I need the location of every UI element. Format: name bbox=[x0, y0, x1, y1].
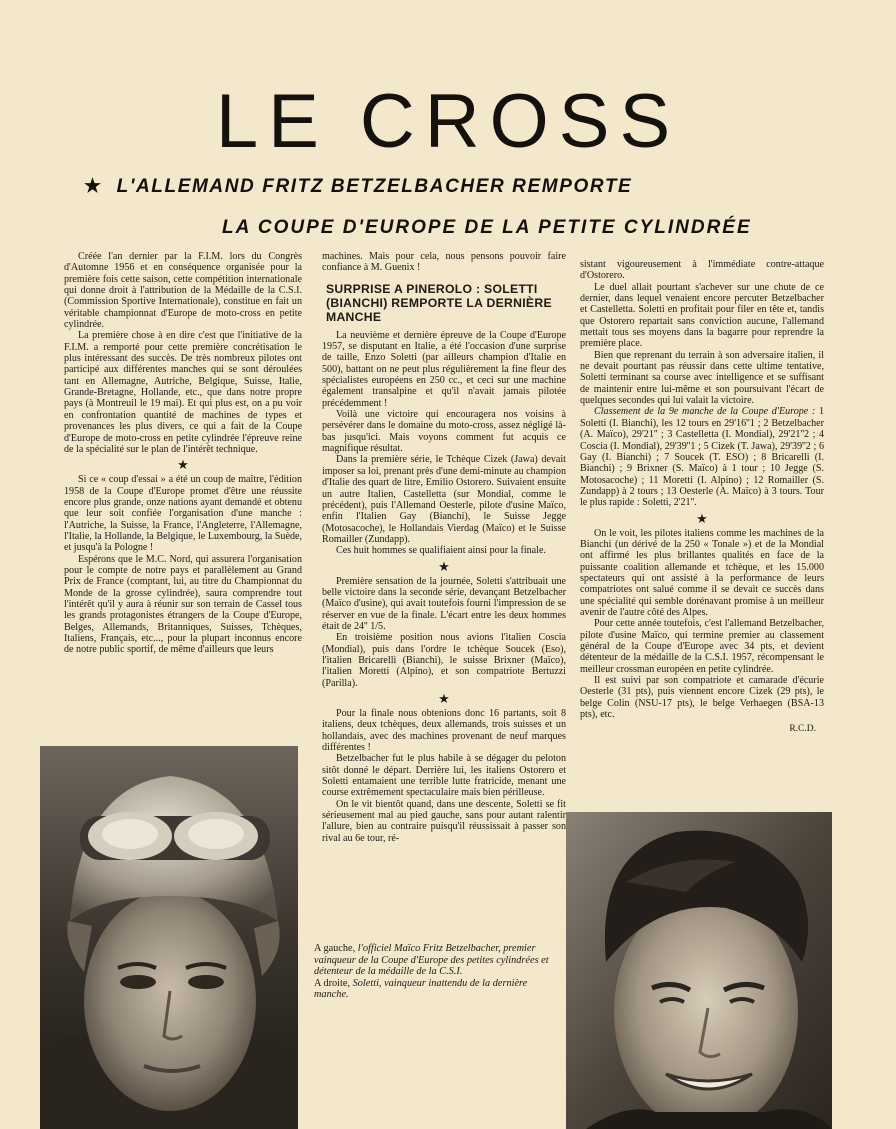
article-column-3 bbox=[580, 259, 824, 811]
portrait-image bbox=[566, 812, 832, 1129]
star-separator-icon: ★ bbox=[696, 510, 708, 526]
photo-soletti bbox=[566, 812, 832, 1129]
paragraph: En troisième position nous avions l'italien Coscia (Mondial), puis dans l'ordre le tchèque Soucek (Eso), l'italien Bricarelli (Bianchi), le suisse Brixner (Maïco), l'italien Moretti (Alpino), et son compatriote Bertuzzi (Parilla). bbox=[322, 632, 566, 689]
paragraph: Créée l'an dernier par la F.I.M. lors du Congrès d'Automne 1956 et en conséquence organisée pour la première fois cette saison, cette compétition internationale qui donne droit à l'attribution de la Médaille de la C.S.I. (Commission Sportive Internationale), constitue en fait un véritable championnat d'Europe de moto-cross en petite cylindrée. bbox=[64, 251, 302, 331]
star-separator-icon: ★ bbox=[438, 691, 450, 706]
paragraph: Première sensation de la journée, Soletti s'attribuait une belle victoire dans la seconde série, devançant Betzelbacher (Maïco d'usine), qui avait toutefois fourni l'impression de se réserver en vue de la finale. L'écart entre les deux hommes était de 24'' 1/5. bbox=[322, 575, 566, 632]
section-subhead: SURPRISE A PINEROLO : SOLETTI (BIANCHI) REMPORTE LA DERNIÈRE MANCHE bbox=[326, 281, 552, 324]
paragraph: Dans la première série, le Tchèque Cizek (Jawa) devait imposer sa loi, prenant près d'une demi-minute au champion d'Italie des quart de litre, Emilio Ostorero. Suivaient ensuite un autre Italien, Castelletta (sur Mondial, comme le précédent), puis l'Allemand Oesterle, pilote d'usine Maïco, enfin l'Italien Gay (Bianchi), le Suisse Jegge (Motosacoche), le Hollandais Vierdag (Maïco) et le Suisse Romailler (Zundapp). bbox=[322, 454, 566, 545]
caption-right-label: A droite, bbox=[314, 977, 351, 989]
results-label: Classement de la 9e manche de la Coupe d'Europe : bbox=[594, 406, 816, 418]
star-separator-icon: ★ bbox=[438, 558, 450, 574]
paragraph: Le duel allait pourtant s'achever sur une chute de ce dernier, dans lequel venaient encore percuter Betzelbacher et Castelletta. Soletti en profitait pour filer en tête et, tandis que Ostorero repartait sans conviction aucune, l'allemand mettait tous ses moyens dans la bagarre pour reprendre la première place. bbox=[580, 281, 824, 350]
paragraph: On le voit, les pilotes italiens comme les machines de la Bianchi (un dérivé de la 250 « Tonale ») et de la Mondial ont affirmé les plus brillantes qualités en face de la puissante coalition allemande et tchèque, et les 15.000 spectateurs qui ont assisté à la performance de leurs compatriotes ont salué comme il se devait ce succès dans une spécialité qui semble dorénavant promise à un meilleur avenir de l'autre côté des Alpes. bbox=[580, 527, 824, 618]
results-paragraph bbox=[580, 406, 824, 508]
star-icon: ★ bbox=[84, 176, 103, 197]
paragraph: Espérons que le M.C. Nord, qui assurera l'organisation pour le compte de notre pays et parallèlement au Grand Prix de France (comptant, lui, au titre du Championnat du Monde de la grosse cylindrée), saura comprendre tout l'intérêt qu'il y aura à réunir sur son terrain de Cassel tous les grands protagonistes étrangers de la Coupe d'Europe, Belges, Allemands, Britanniques, Suisses, Tchèques, Italiens, Français, etc..., pour la plupart inconnus encore de notre public sportif, de même d'ailleurs que leurs bbox=[64, 553, 302, 656]
subtitle-line-1 bbox=[84, 175, 632, 198]
photo-caption bbox=[314, 943, 564, 1001]
author-signature: R.C.D. bbox=[789, 724, 816, 735]
paragraph: machines. Mais pour cela, nous pensons pouvoir faire confiance à M. Guenix ! bbox=[322, 251, 566, 274]
article-column-2 bbox=[322, 251, 566, 916]
paragraph: Voilà une victoire qui encouragera nos voisins à persévérer dans le domaine du moto-cross, assez négligé là-bas jusqu'ici. Mais voyons comment fut acquis ce magnifique résultat. bbox=[322, 409, 566, 455]
caption-left-text: l'officiel Maïco Fritz Betzelbacher, premier vainqueur de la Coupe d'Europe des petites cylindrées et détenteur de la médaille de la C.S.I. bbox=[314, 943, 549, 978]
paragraph: Si ce « coup d'essai » a été un coup de maître, l'édition 1958 de la Coupe d'Europe promet d'être une réussite encore plus grande, onze nations ayant demandé et obtenu que leur soit confiée l'organisation d'une manche : l'Autriche, la Suisse, la France, l'Angleterre, l'Allemagne, l'Italie, la Hollande, la Belgique, le Luxembourg, la Suède, et jusqu'à la Pologne ! bbox=[64, 474, 302, 554]
paragraph: Betzelbacher fut le plus habile à se dégager du peloton sitôt donné le départ. Derrière lui, les italiens Ostorero et Soletti entamaient une terrible lutte fratricide, menant une course extrêmement spectaculaire mais bien périlleuse. bbox=[322, 753, 566, 799]
paragraph: sistant vigoureusement à l'immédiate contre-attaque d'Ostorero. bbox=[580, 259, 824, 282]
subtitle-line-1-text: L'ALLEMAND FRITZ BETZELBACHER REMPORTE bbox=[116, 176, 633, 197]
paragraph: La neuvième et dernière épreuve de la Coupe d'Europe 1957, se disputant en Italie, a été l'occasion d'une surprise de taille, Enzo Soletti (par ailleurs champion d'Italie en 500), battant on ne peut plus régulièrement la fine fleur des spécialistes européens en 250 cc., et ceci sur une machine également transalpine et qu'il n'avait jamais pilotée précédemment ! bbox=[322, 329, 566, 409]
caption-right-text: Soletti, vainqueur inattendu de la dernière manche. bbox=[314, 977, 528, 1001]
paragraph: La première chose à en dire c'est que l'initiative de la F.I.M. a remporté pour cette première concrétisation le plus intéressant des succès. De très nombreux pilotes ont participé aux différentes manches qui se sont déroulées tant en Allemagne, Autriche, Belgique, Suisse, Italie, Grande-Bretagne, Hollande, etc., que dans notre propre pays (à Montreuil le 19 mai). Et qui plus est, on a pu voir en confrontation quantité de machines de types et provenances les plus divers, ce qui a fait de la Coupe d'Europe de moto-cross en petite cylindrée l'épreuve reine de la spécialité sur le plan de l'intérêt technique. bbox=[64, 330, 302, 455]
subtitle-line-2: LA COUPE D'EUROPE DE LA PETITE CYLINDRÉE bbox=[222, 217, 752, 238]
paragraph: Il est suivi par son compatriote et camarade d'écurie Oesterle (31 pts), puis viennent encore Cizek (29 pts), le belge Colin (NSU-17 pts), le belge Verhaegen (BSA-13 pts), etc. bbox=[580, 675, 824, 721]
caption-left-label: A gauche, bbox=[314, 943, 356, 954]
portrait-image bbox=[40, 746, 298, 1129]
paragraph: Ces huit hommes se qualifiaient ainsi pour la finale. bbox=[336, 545, 546, 557]
star-separator-icon: ★ bbox=[177, 457, 189, 473]
results-text: 1 Soletti (I. Bianchi), les 12 tours en 29'16''1 ; 2 Betzelbacher (A. Maïco), 29'21'' ; 3 Castelletta (I. Mondial), 29'21''2 ; 4 Coscia (I. Mondial), 29'39''1 ; 5 Cizek (T. Jawa), 29'39''2 ; 6 Gay (I. Bianchi) ; 7 Soucek (T. ESO) ; 8 Bricarelli (I. Bianchi) ; 9 Brixner (S. Maïco) à 1 tour ; 10 Jegge (S. Motosacoche) ; 11 Moretti (I. Alpino) ; 12 Romailler (S. Zundapp) à 2 tours ; 13 Oesterle (A. Maïco) à 3 tours. Tour le plus rapide : Soletti, 2'21''. bbox=[580, 406, 824, 509]
paragraph: Bien que reprenant du terrain à son adversaire italien, il ne devait pourtant pas réussir dans cette ultime tentative, Soletti terminant sa course avec intelligence et se suffisant de maintenir entre lui-même et son poursuivant l'écart de quelques secondes qui lui valait la victoire. bbox=[580, 349, 824, 407]
headline: LE CROSS bbox=[215, 79, 681, 164]
paragraph: Pour cette année toutefois, c'est l'allemand Betzelbacher, pilote d'usine Maïco, qui termine premier au classement général de la Coupe d'Europe avec 34 pts, et devient détenteur de la médaille de la C.S.I. 1957, récompensant le meilleur crossman européen en petite cylindrée. bbox=[580, 618, 824, 675]
photo-betzelbacher bbox=[40, 746, 298, 1129]
paragraph: On le vit bientôt quand, dans une descente, Soletti se fit sérieusement mal au pied gauche, sans pour autant ralentir l'allure, bien au contraire puisqu'il réussissait à passer son rival au 6e tour, ré- bbox=[322, 798, 566, 844]
article-column-1 bbox=[64, 251, 302, 741]
paragraph: Pour la finale nous obtenions donc 16 partants, soit 8 italiens, deux tchèques, deux allemands, trois suisses et un hollandais, avec des machines provenant de neuf marques différentes ! bbox=[322, 708, 566, 754]
